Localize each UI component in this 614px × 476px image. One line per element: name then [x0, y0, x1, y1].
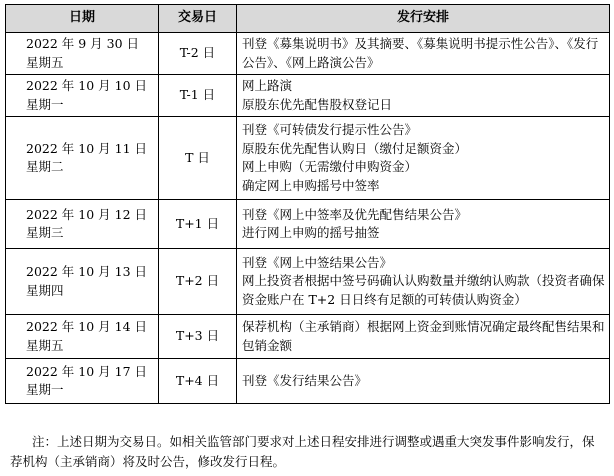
- arrangement-line: 刊登《募集说明书》及其摘要、《募集说明书提示性公告》、《发行公告》、《网上路演公告》: [242, 36, 599, 70]
- date-cell: [6, 249, 159, 315]
- arrangement-line: 原股东优先配售股权登记日: [242, 96, 393, 112]
- weekday-text: 星期三: [26, 225, 64, 240]
- arrangement-line: 保荐机构（主承销商）根据网上资金到账情况确定最终配售结果和包销金额: [242, 319, 605, 353]
- date-text: 2022 年 10 月 13 日: [26, 264, 147, 279]
- arrangement-cell: [237, 33, 610, 75]
- header-arrangement: 发行安排: [237, 5, 610, 33]
- header-date: 日期: [6, 5, 159, 33]
- date-text: 2022 年 9 月 30 日: [26, 36, 140, 51]
- arrangement-cell: [237, 249, 610, 315]
- weekday-text: 星期四: [26, 282, 64, 298]
- offering-schedule-table: [5, 4, 610, 404]
- trading-day-cell: T-2 日: [159, 33, 237, 75]
- table-row: [6, 117, 610, 200]
- date-text: 2022 年 10 月 11 日: [26, 140, 147, 156]
- trading-day-cell: T+4 日: [159, 359, 237, 404]
- arrangement-cell: [237, 117, 610, 200]
- arrangement-line: 原股东优先配售认购日（缴付足额资金）: [242, 140, 468, 156]
- table-row: [6, 33, 610, 75]
- arrangement-line: 网上路演: [242, 78, 293, 93]
- date-cell: [6, 75, 159, 117]
- date-text: 2022 年 10 月 10 日: [26, 78, 147, 93]
- table-row: [6, 315, 610, 359]
- arrangement-line: 网上申购（无需缴付申购资金）: [242, 159, 418, 174]
- arrangement-line: 确定网上申购摇号中签率: [242, 177, 380, 193]
- weekday-text: 星期一: [26, 96, 64, 112]
- header-trading-day: 交易日: [159, 5, 237, 33]
- weekday-text: 星期二: [26, 159, 64, 174]
- table-row: [6, 359, 610, 404]
- arrangement-line: 网上投资者根据中签号码确认认购数量并缴纳认购款（投资者确保资金账户在 T+2 日日终有足额的可转债认购资金）: [242, 273, 605, 307]
- weekday-text: 星期一: [26, 382, 64, 397]
- footnote: 注：上述日期为交易日。如相关监管部门要求对上述日程安排进行调整或遇重大突发事件影响发行，保荐机构（主承销商）将及时公告，修改发行日程。: [10, 434, 595, 469]
- weekday-text: 星期五: [26, 54, 64, 70]
- date-text: 2022 年 10 月 12 日: [26, 206, 147, 222]
- trading-day-cell: T-1 日: [159, 75, 237, 117]
- trading-day-cell: T+2 日: [159, 249, 237, 315]
- trading-day-cell: T 日: [159, 117, 237, 200]
- table-row: [6, 75, 610, 117]
- table-row: [6, 200, 610, 249]
- table-header-row: [6, 5, 610, 33]
- date-text: 2022 年 10 月 14 日: [26, 319, 147, 334]
- arrangement-line: 刊登《网上中签结果公告》: [242, 254, 393, 270]
- date-text: 2022 年 10 月 17 日: [26, 363, 147, 379]
- arrangement-line: 进行网上申购的摇号抽签: [242, 225, 380, 240]
- trading-day-cell: T+3 日: [159, 315, 237, 359]
- arrangement-cell: [237, 359, 610, 404]
- arrangement-line: 刊登《发行结果公告》: [242, 372, 368, 388]
- arrangement-cell: [237, 200, 610, 249]
- date-cell: [6, 200, 159, 249]
- table-row: [6, 249, 610, 315]
- date-cell: [6, 315, 159, 359]
- arrangement-line: 刊登《可转债发行提示性公告》: [242, 122, 418, 137]
- date-cell: [6, 33, 159, 75]
- trading-day-cell: T+1 日: [159, 200, 237, 249]
- arrangement-cell: [237, 315, 610, 359]
- date-cell: [6, 359, 159, 404]
- weekday-text: 星期五: [26, 337, 64, 353]
- arrangement-line: 刊登《网上中签率及优先配售结果公告》: [242, 206, 468, 222]
- date-cell: [6, 117, 159, 200]
- arrangement-cell: [237, 75, 610, 117]
